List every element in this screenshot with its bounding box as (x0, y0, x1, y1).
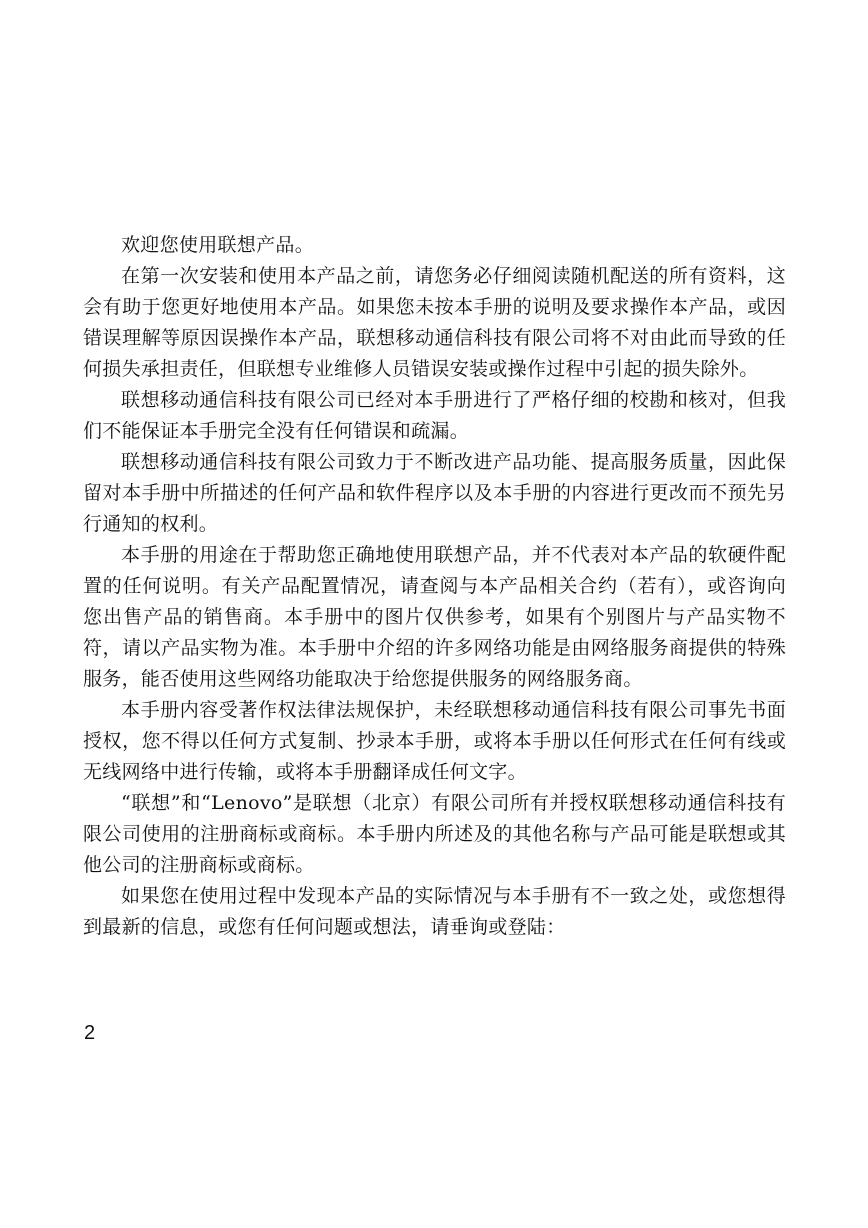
paragraph-welcome: 欢迎您使用联想产品。 (121, 234, 315, 256)
paragraph-right-to-change: 联想移动通信科技有限公司致力于不断改进产品功能、提高服务质量，因此保留对本手册中所描述的任何产品和软件程序以及本手册的内容进行更改而不预先另行通知的权利。 (83, 451, 786, 535)
page-number: 2 (84, 1022, 96, 1044)
paragraph-contact: 如果您在使用过程中发现本产品的实际情况与本手册有不一致之处，或您想得到最新的信息，或您有任何问题或想法，请垂询或登陆： (83, 885, 786, 938)
body-text (83, 230, 786, 943)
paragraph-proofreading: 联想移动通信科技有限公司已经对本手册进行了严格仔细的校勘和核对，但我们不能保证本手册完全没有任何错误和疏漏。 (83, 389, 786, 442)
paragraph-copyright: 本手册内容受著作权法律法规保护，未经联想移动通信科技有限公司事先书面授权，您不得以任何方式复制、抄录本手册，或将本手册以任何形式在任何有线或无线网络中进行传输，或将本手册翻译成任何文字。 (83, 699, 786, 783)
paragraph-trademarks: “联想”和“Lenovo”是联想（北京）有限公司所有并授权联想移动通信科技有限公司使用的注册商标或商标。本手册内所述及的其他名称与产品可能是联想或其他公司的注册商标或商标。 (83, 792, 786, 876)
paragraph-read-materials: 在第一次安装和使用本产品之前，请您务必仔细阅读随机配送的所有资料，这会有助于您更好地使用本产品。如果您未按本手册的说明及要求操作本产品，或因错误理解等原因误操作本产品，联想移动通信科技有限公司将不对由此而导致的任何损失承担责任，但联想专业维修人员错误安装或操作过程中引起的损失除外。 (83, 265, 786, 380)
paragraph-manual-purpose: 本手册的用途在于帮助您正确地使用联想产品，并不代表对本产品的软硬件配置的任何说明。有关产品配置情况，请查阅与本产品相关合约（若有），或咨询向您出售产品的销售商。本手册中的图片仅供参考，如果有个别图片与产品实物不符，请以产品实物为准。本手册中介绍的许多网络功能是由网络服务商提供的特殊服务，能否使用这些网络功能取决于给您提供服务的网络服务商。 (83, 544, 786, 690)
